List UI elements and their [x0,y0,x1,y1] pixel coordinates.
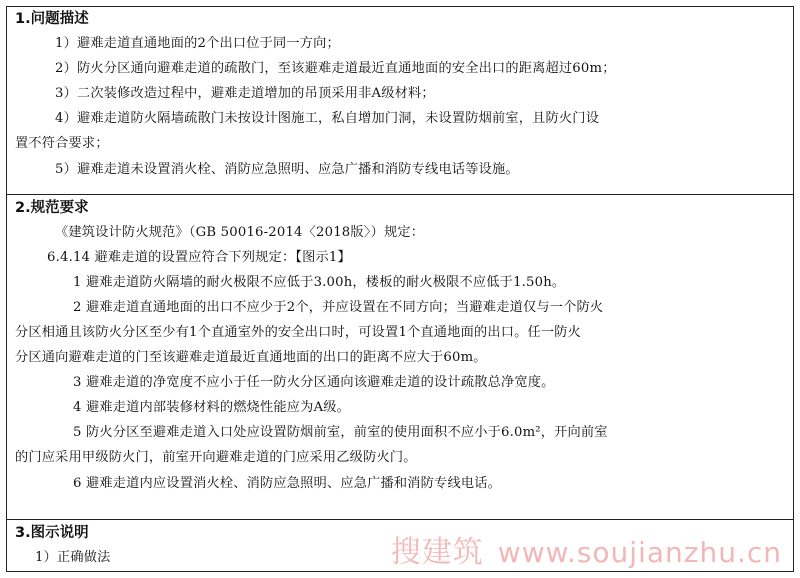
code-clause: 6.4.14 避难走道的设置应符合下列规定：【图示1】 [47,250,351,265]
paragraph-line: 4 避难走道内部装修材料的燃烧性能应为A级。 [73,400,351,415]
paragraph-line: 2）防火分区通向避难走道的疏散门，至该避难走道最近直通地面的安全出口的距离超过60m； [55,61,616,76]
paragraph-line: 1）正确做法 [35,550,111,565]
paragraph-line: 5 防火分区至避难走道入口处应设置防烟前室，前室的使用面积不应小于6.0m²，开向前室 [73,425,608,440]
paragraph-line: 2 避难走道直通地面的出口不应少于2个，并应设置在不同方向；当避难走道仅与一个防火 [73,300,604,315]
watermark-cn: 搜建筑 [390,535,484,570]
paragraph-line: 3）二次装修改造过程中，避难走道增加的吊顶采用非A级材料； [55,86,435,101]
section-code-requirements [7,195,793,520]
paragraph-line: 分区通向避难走道的门至该避难走道最近直通地面的出口的距离不应大于60m。 [15,350,487,365]
watermark-url: www.soujianzhu.cn [497,536,782,569]
paragraph-line: 分区相通且该防火分区至少有1个直通室外的安全出口时，可设置1个直通地面的出口。任一防火 [15,325,582,340]
watermark [391,527,782,571]
section-problem-description [7,7,793,195]
paragraph-line: 1 避难走道防火隔墙的耐火极限不应低于3.00h，楼板的耐火极限不应低于1.50h。 [73,275,566,290]
paragraph-line: 5）避难走道未设置消火栓、消防应急照明、应急广播和消防专线电话等设施。 [55,162,519,177]
paragraph-line: 3 避难走道的净宽度不应小于任一防火分区通向该避难走道的设计疏散总净宽度。 [73,375,555,390]
section-heading: 1.问题描述 [15,11,89,27]
paragraph-line: 置不符合要求； [15,136,109,151]
code-citation: 《建筑设计防火规范》（GB 50016-2014〈2018版〉）规定： [55,225,425,240]
document-sheet [6,6,794,572]
paragraph-line: 4）避难走道防火隔墙疏散门未按设计图施工，私自增加门洞，未设置防烟前室，且防火门设 [55,111,600,126]
paragraph-line: 的门应采用甲级防火门，前室开向避难走道的门应采用乙级防火门。 [15,450,417,465]
section-heading: 3.图示说明 [15,525,89,541]
section-heading: 2.规范要求 [15,200,89,216]
paragraph-line: 1）避难走道直通地面的2个出口位于同一方向； [55,36,340,51]
paragraph-line: 6 避难走道内应设置消火栓、消防应急照明、应急广播和消防专线电话。 [73,476,501,491]
